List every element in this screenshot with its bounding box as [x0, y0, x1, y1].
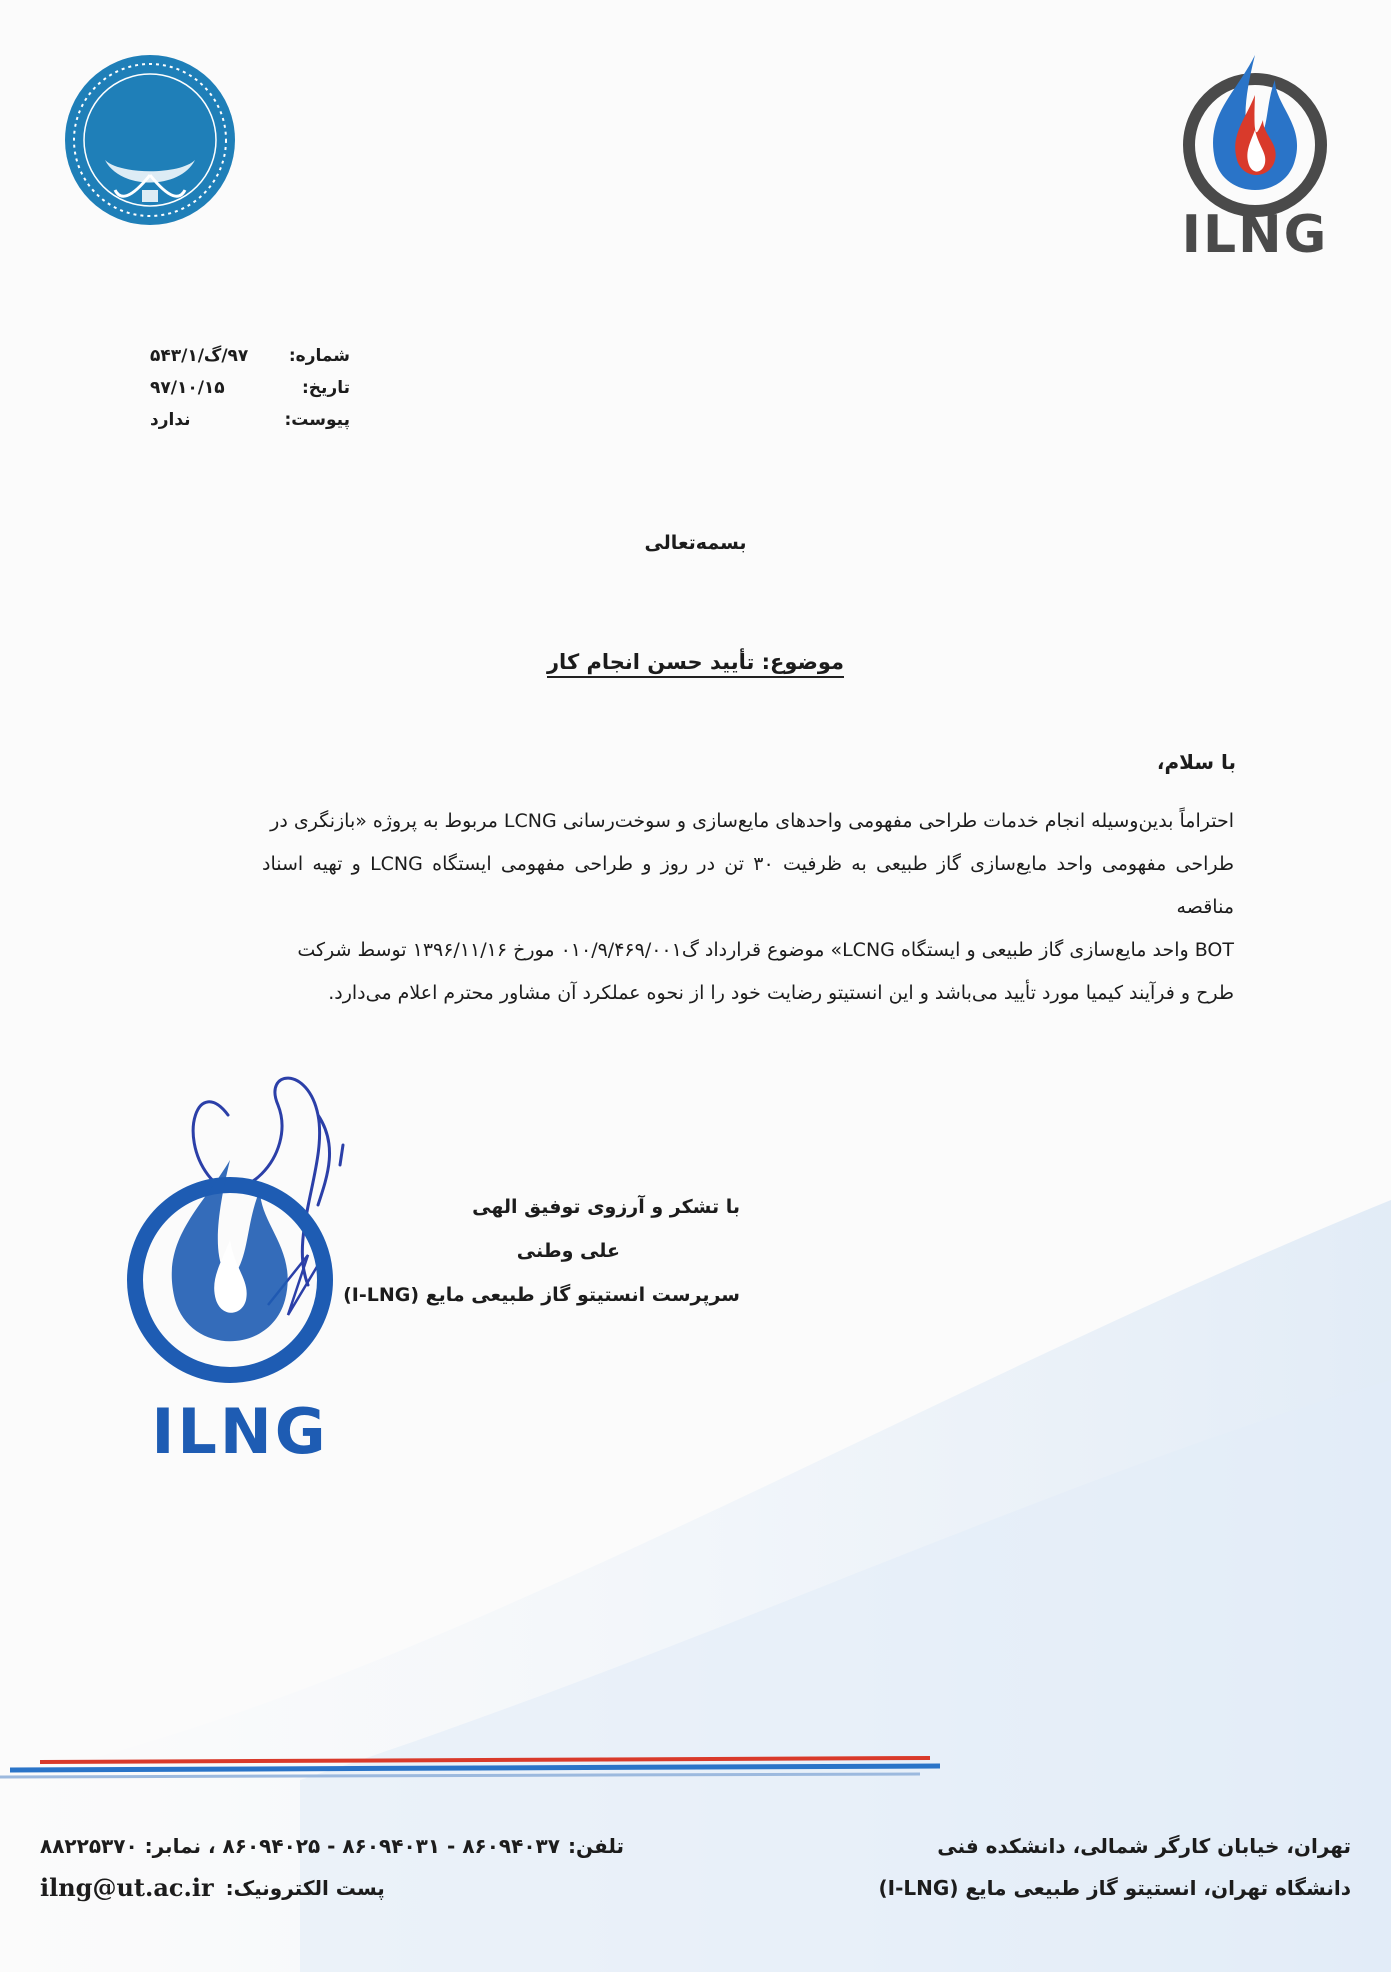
date-label: تاریخ: — [302, 378, 350, 398]
signatory-name: علی وطنی — [516, 1240, 620, 1262]
meta-number-row — [150, 340, 350, 372]
signatory-title: سرپرست انستیتو گاز طبیعی مایع (I-LNG) — [343, 1284, 740, 1306]
footer-contact — [40, 1825, 760, 1909]
email-row — [40, 1867, 760, 1909]
closing-line: با تشکر و آرزوی توفیق الهی — [472, 1196, 740, 1218]
ilng-stamp-text: ILNG — [151, 1395, 329, 1468]
footer-divider — [0, 1750, 1391, 1790]
attachment-label: پیوست: — [284, 410, 350, 430]
university-of-tehran-logo — [60, 40, 240, 240]
letter-body — [262, 800, 1234, 1015]
phone-row — [40, 1825, 760, 1867]
number-value: ۹۷/گ/۵۴۳/۱ — [150, 346, 249, 366]
email-label: پست الکترونیک: — [225, 1876, 385, 1900]
subject-line — [0, 650, 1391, 674]
body-line: طراحی مفهومی واحد مایع‌سازی گاز طبیعی به ظرفیت ۳۰ تن در روز و طراحی مفهومی ایستگاه LCNG و تهیه اسناد مناقصه — [262, 853, 1235, 918]
address-line: دانشگاه تهران، انستیتو گاز طبیعی مایع (I-LNG) — [878, 1876, 1351, 1900]
date-value: ۹۷/۱۰/۱۵ — [150, 378, 225, 398]
subject-text: موضوع: تأیید حسن انجام کار — [547, 650, 844, 678]
meta-date-row — [150, 372, 350, 404]
body-line: BOT واحد مایع‌سازی گاز طبیعی و ایستگاه LCNG» موضوع قرارداد گ۰۱۰/۹/۴۶۹/۰۰۱ مورخ ۱۳۹۶/۱۱/۱۶ توسط شرکت — [297, 939, 1234, 961]
closing-block — [310, 1185, 740, 1317]
letter-meta — [150, 340, 350, 436]
address-line: تهران، خیابان کارگر شمالی، دانشکده فنی — [937, 1834, 1351, 1858]
email-link[interactable]: ilng@ut.ac.ir — [40, 1873, 214, 1902]
basmala: بسمه‌تعالی — [644, 532, 747, 554]
footer-address — [831, 1825, 1351, 1909]
body-line: احتراماً بدین‌وسیله انجام خدمات طراحی مفهومی واحدهای مایع‌سازی و سوخت‌رسانی LCNG مربوط به پروژه «بازنگری در — [270, 810, 1234, 832]
body-line: طرح و فرآیند کیمیا مورد تأیید می‌باشد و این انستیتو رضایت خود را از نحوه عملکرد آن مشاور محترم اعلام می‌دارد. — [328, 982, 1234, 1004]
phone-label: تلفن: — [567, 1834, 625, 1858]
number-label: شماره: — [288, 346, 350, 366]
greeting: با سلام، — [1156, 750, 1236, 774]
attachment-value: ندارد — [150, 410, 191, 430]
phone-values: ۸۶۰۹۴۰۳۷ - ۸۶۰۹۴۰۳۱ - ۸۶۰۹۴۰۲۵ ، نمابر: ۸۸۲۲۵۳۷۰ — [40, 1834, 560, 1858]
meta-attachment-row — [150, 404, 350, 436]
ilng-logo-top-text: ILNG — [1181, 205, 1329, 265]
